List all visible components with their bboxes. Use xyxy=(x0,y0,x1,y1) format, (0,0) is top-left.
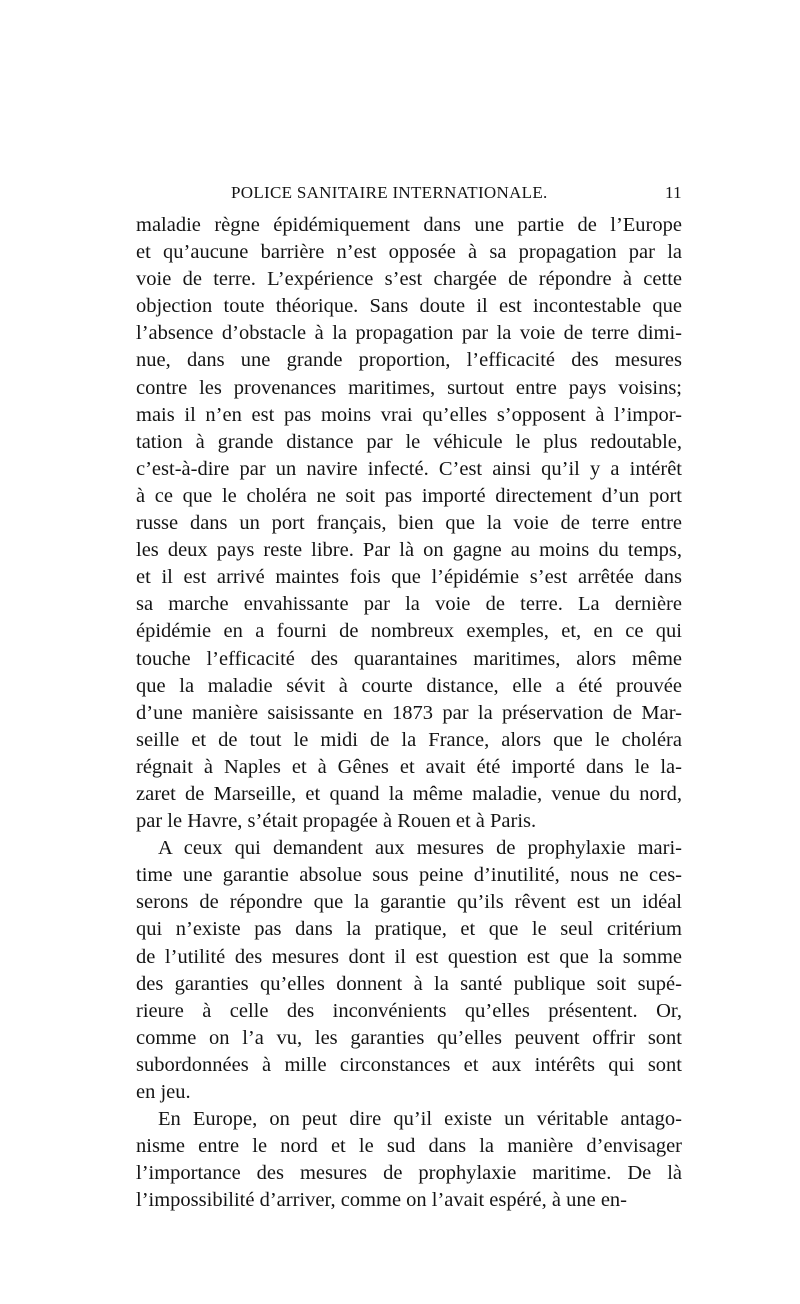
text-line: tation à grande distance par le véhicule le plus redoutable, xyxy=(136,430,682,453)
running-title: POLICE SANITAIRE INTERNATIONALE. xyxy=(231,183,548,202)
text-line: de l’utilité des mesures dont il est question est que la somme xyxy=(136,945,682,968)
text-line: les deux pays reste libre. Par là on gagne au moins du temps, xyxy=(136,539,682,562)
text-line: russe dans un port français, bien que la voie de terre entre xyxy=(136,512,682,535)
text-line: que la maladie sévit à courte distance, elle a été prouvée xyxy=(136,674,682,697)
text-line: contre les provenances maritimes, surtout entre pays voisins; xyxy=(136,376,682,399)
text-line: et qu’aucune barrière n’est opposée à sa propagation par la xyxy=(136,241,682,264)
text-line: à ce que le choléra ne soit pas importé directement d’un port xyxy=(136,484,682,507)
text-line: d’une manière saisissante en 1873 par la préservation de Mar- xyxy=(136,701,682,724)
text-line: seille et de tout le midi de la France, alors que le choléra xyxy=(136,728,682,751)
text-line: sa marche envahissante par la voie de terre. La dernière xyxy=(136,593,682,616)
text-line: mais il n’en est pas moins vrai qu’elles s’opposent à l’impor- xyxy=(136,403,682,426)
text-line: objection toute théorique. Sans doute il est incontestable que xyxy=(136,295,682,318)
paragraph xyxy=(136,1106,682,1214)
text-line: touche l’efficacité des quarantaines maritimes, alors même xyxy=(136,647,682,670)
paragraph xyxy=(136,835,682,1106)
text-line: rieure à celle des inconvénients qu’elles présentent. Or, xyxy=(136,999,682,1022)
text-line: l’importance des mesures de prophylaxie maritime. De là xyxy=(136,1162,682,1185)
text-line: maladie règne épidémiquement dans une partie de l’Europe xyxy=(136,214,682,236)
text-line: et il est arrivé maintes fois que l’épidémie s’est arrêtée dans xyxy=(136,566,682,589)
text-line: serons de répondre que la garantie qu’ils rêvent est un idéal xyxy=(136,891,682,914)
text-line: En Europe, on peut dire qu’il existe un véritable antago- xyxy=(158,1108,682,1131)
text-line: nue, dans une grande proportion, l’efficacité des mesures xyxy=(136,349,682,372)
text-line: subordonnées à mille circonstances et aux intérêts qui sont xyxy=(136,1053,682,1076)
text-line: l’impossibilité d’arriver, comme on l’avait espéré, à une en- xyxy=(136,1189,627,1212)
text-line: voie de terre. L’expérience s’est chargée de répondre à cette xyxy=(136,268,682,291)
paragraph xyxy=(136,212,682,835)
running-head xyxy=(136,183,682,209)
text-line: c’est-à-dire par un navire infecté. C’est ainsi qu’il y a intérêt xyxy=(136,457,682,480)
text-line: A ceux qui demandent aux mesures de prophylaxie mari- xyxy=(158,837,682,860)
text-line: qui n’existe pas dans la pratique, et que le seul critérium xyxy=(136,918,682,941)
text-line: épidémie en a fourni de nombreux exemples, et, en ce qui xyxy=(136,620,682,643)
text-line: par le Havre, s’était propagée à Rouen et à Paris. xyxy=(136,810,537,833)
text-line: des garanties qu’elles donnent à la santé publique soit supé- xyxy=(136,972,682,995)
text-line: l’absence d’obstacle à la propagation par la voie de terre dimi- xyxy=(136,322,682,345)
page-number: 11 xyxy=(665,183,682,202)
text-line: nisme entre le nord et le sud dans la manière d’envisager xyxy=(136,1135,682,1158)
text-line: régnait à Naples et à Gênes et avait été importé dans le la- xyxy=(136,755,682,778)
text-line: time une garantie absolue sous peine d’inutilité, nous ne ces- xyxy=(136,864,682,887)
text-line: zaret de Marseille, et quand la même maladie, venue du nord, xyxy=(136,782,682,805)
body-text xyxy=(136,212,682,1214)
text-line: en jeu. xyxy=(136,1081,191,1103)
text-line: comme on l’a vu, les garanties qu’elles peuvent offrir sont xyxy=(136,1026,682,1049)
